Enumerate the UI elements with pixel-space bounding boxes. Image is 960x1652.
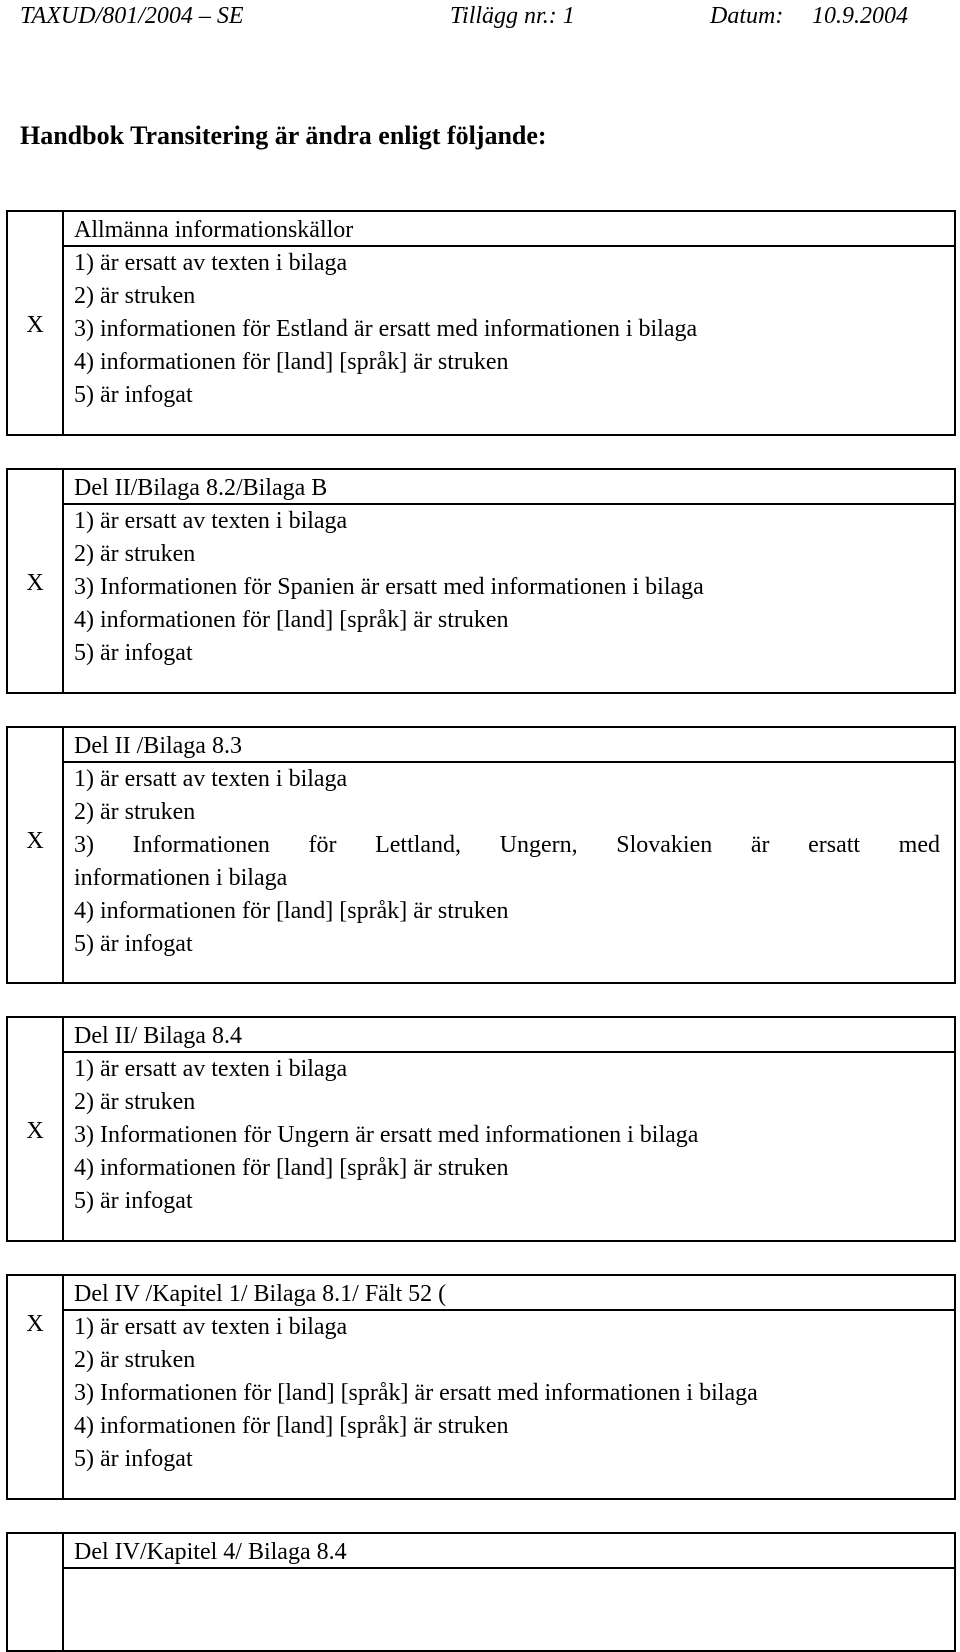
- document-reference: TAXUD/801/2004 – SE: [20, 3, 244, 29]
- selection-mark: X: [26, 828, 44, 854]
- list-item: 4) informationen för [land] [språk] är struken: [74, 607, 509, 633]
- selection-mark: X: [26, 1118, 44, 1144]
- block-title: Del II/ Bilaga 8.4: [74, 1023, 242, 1049]
- date-label: Datum:: [710, 3, 784, 29]
- list-item: 3) Informationen för Ungern är ersatt med informationen i bilaga: [74, 1122, 699, 1148]
- amendment-block: [6, 1016, 956, 1242]
- list-item: 1) är ersatt av texten i bilaga: [74, 250, 348, 276]
- list-item: 3) Informationen för [land] [språk] är ersatt med informationen i bilaga: [74, 1380, 758, 1406]
- amendment-block: [6, 726, 956, 984]
- selection-mark: X: [26, 1311, 44, 1337]
- list-item: 4) informationen för [land] [språk] är struken: [74, 1155, 509, 1181]
- mark-column: [8, 1276, 64, 1498]
- block-content: [74, 472, 940, 670]
- list-item-continuation: informationen i bilaga: [74, 865, 288, 891]
- mark-column: [8, 1018, 64, 1240]
- mark-column: [8, 212, 64, 434]
- list-item: 1) är ersatt av texten i bilaga: [74, 508, 348, 534]
- block-content: [74, 1278, 940, 1476]
- block-content: [74, 1536, 940, 1569]
- list-item: 5) är infogat: [74, 1188, 193, 1214]
- block-content: [74, 1020, 940, 1218]
- list-item: 2) är struken: [74, 799, 196, 825]
- supplement-number: Tillägg nr.: 1: [450, 3, 575, 29]
- block-title: Allmänna informationskällor: [74, 217, 354, 243]
- amendment-block: [6, 1274, 956, 1500]
- amendment-block: [6, 210, 956, 436]
- block-title: Del IV /Kapitel 1/ Bilaga 8.1/ Fält 52 (: [74, 1281, 447, 1307]
- amendment-block: [6, 1532, 956, 1652]
- list-item: 2) är struken: [74, 1347, 196, 1373]
- block-title: Del II /Bilaga 8.3: [74, 733, 242, 759]
- list-item: 3) Informationen för Lettland, Ungern, Slovakien är ersatt med: [74, 832, 940, 858]
- list-item: 5) är infogat: [74, 640, 193, 666]
- list-item: 5) är infogat: [74, 931, 193, 957]
- list-item: 1) är ersatt av texten i bilaga: [74, 766, 348, 792]
- amendment-block: [6, 468, 956, 694]
- block-content: [74, 730, 940, 961]
- list-item: 2) är struken: [74, 1089, 196, 1115]
- block-content: [74, 214, 940, 412]
- date-value: 10.9.2004: [812, 3, 908, 29]
- list-item: 2) är struken: [74, 283, 196, 309]
- mark-column: [8, 470, 64, 692]
- list-item: 2) är struken: [74, 541, 196, 567]
- mark-column: [8, 1534, 64, 1650]
- list-item: 1) är ersatt av texten i bilaga: [74, 1314, 348, 1340]
- selection-mark: X: [26, 570, 44, 596]
- selection-mark: X: [26, 312, 44, 338]
- block-title: Del IV/Kapitel 4/ Bilaga 8.4: [74, 1539, 347, 1565]
- list-item: 4) informationen för [land] [språk] är struken: [74, 898, 509, 924]
- list-item: 1) är ersatt av texten i bilaga: [74, 1056, 348, 1082]
- list-item: 4) informationen för [land] [språk] är struken: [74, 1413, 509, 1439]
- list-item: 4) informationen för [land] [språk] är struken: [74, 349, 509, 375]
- mark-column: [8, 728, 64, 982]
- list-item: 3) informationen för Estland är ersatt med informationen i bilaga: [74, 316, 698, 342]
- block-title: Del II/Bilaga 8.2/Bilaga B: [74, 475, 328, 501]
- list-item: 3) Informationen för Spanien är ersatt med informationen i bilaga: [74, 574, 704, 600]
- page-heading: Handbok Transitering är ändra enligt följande:: [20, 121, 547, 150]
- list-item: 5) är infogat: [74, 1446, 193, 1472]
- list-item: 5) är infogat: [74, 382, 193, 408]
